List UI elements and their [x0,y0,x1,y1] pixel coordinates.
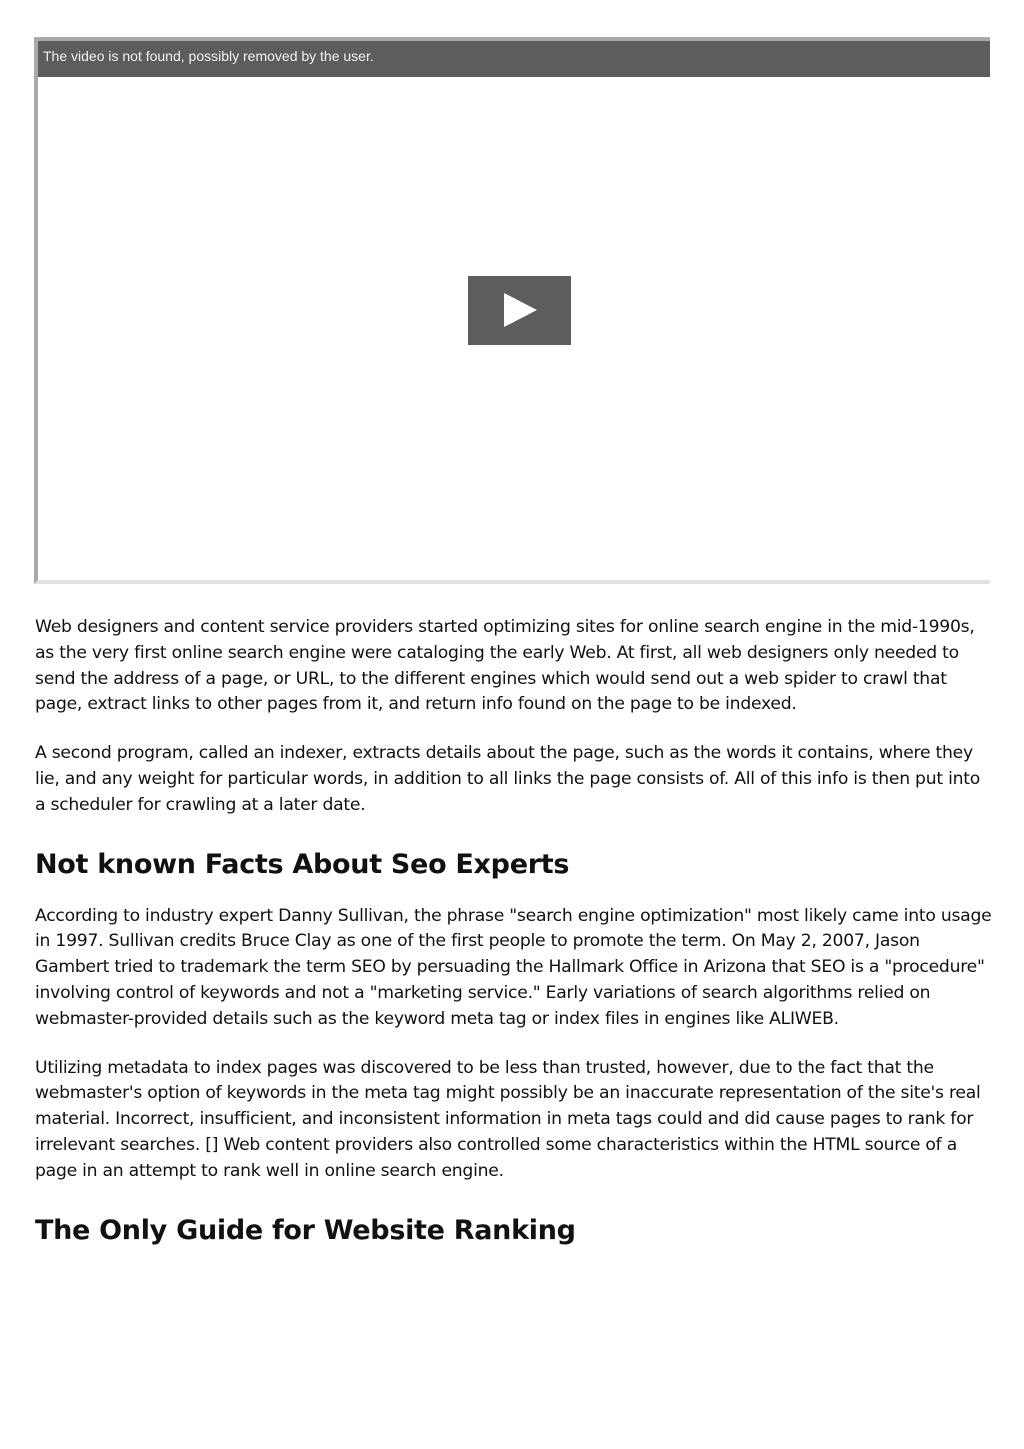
article-paragraph: Utilizing metadata to index pages was discovered to be less than trusted, however, due to the fact that the webmaster's option of keywords in the meta tag might possibly be an inaccurate representation of the site's real material. Incorrect, insufficient, and inconsistent information in meta tags could and did cause pages to rank for irrelevant searches. [] Web content providers also controlled some characteristics within the HTML source of a page in an attempt to rank well in online search engine. [35,1057,981,1181]
article-paragraph: A second program, called an indexer, extracts details about the page, such as the words it contains, where they lie, and any weight for particular words, in addition to all links the page consists of. All of this info is then put into a scheduler for crawling at a later date. [35,743,980,815]
play-icon [503,293,537,327]
article-body [35,615,993,1270]
video-error-message: The video is not found, possibly removed by the user. [43,48,374,64]
article-paragraph: Web designers and content service providers started optimizing sites for online search engine in the mid-1990s, as the very first online search engine were cataloging the early Web. At first, all web designers only needed to send the address of a page, or URL, to the different engines which would send out a web spider to crawl that page, extract links to other pages from it, and return info found on the page to be indexed. [35,617,975,715]
section-heading: Not known Facts About Seo Experts [35,848,570,880]
video-embed[interactable] [34,37,990,584]
play-button[interactable] [468,276,571,345]
video-error-bar [38,41,990,77]
section-heading: The Only Guide for Website Ranking [35,1214,576,1246]
article-paragraph: According to industry expert Danny Sullivan, the phrase "search engine optimization" most likely came into usage in 1997. Sullivan credits Bruce Clay as one of the first people to promote the term. On May 2, 2007, Jason Gambert tried to trademark the term SEO by persuading the Hallmark Office in Arizona that SEO is a "procedure" involving control of keywords and not a "marketing service." Early variations of search algorithms relied on webmaster-provided details such as the keyword meta tag or index files in engines like ALIWEB. [35,905,992,1029]
